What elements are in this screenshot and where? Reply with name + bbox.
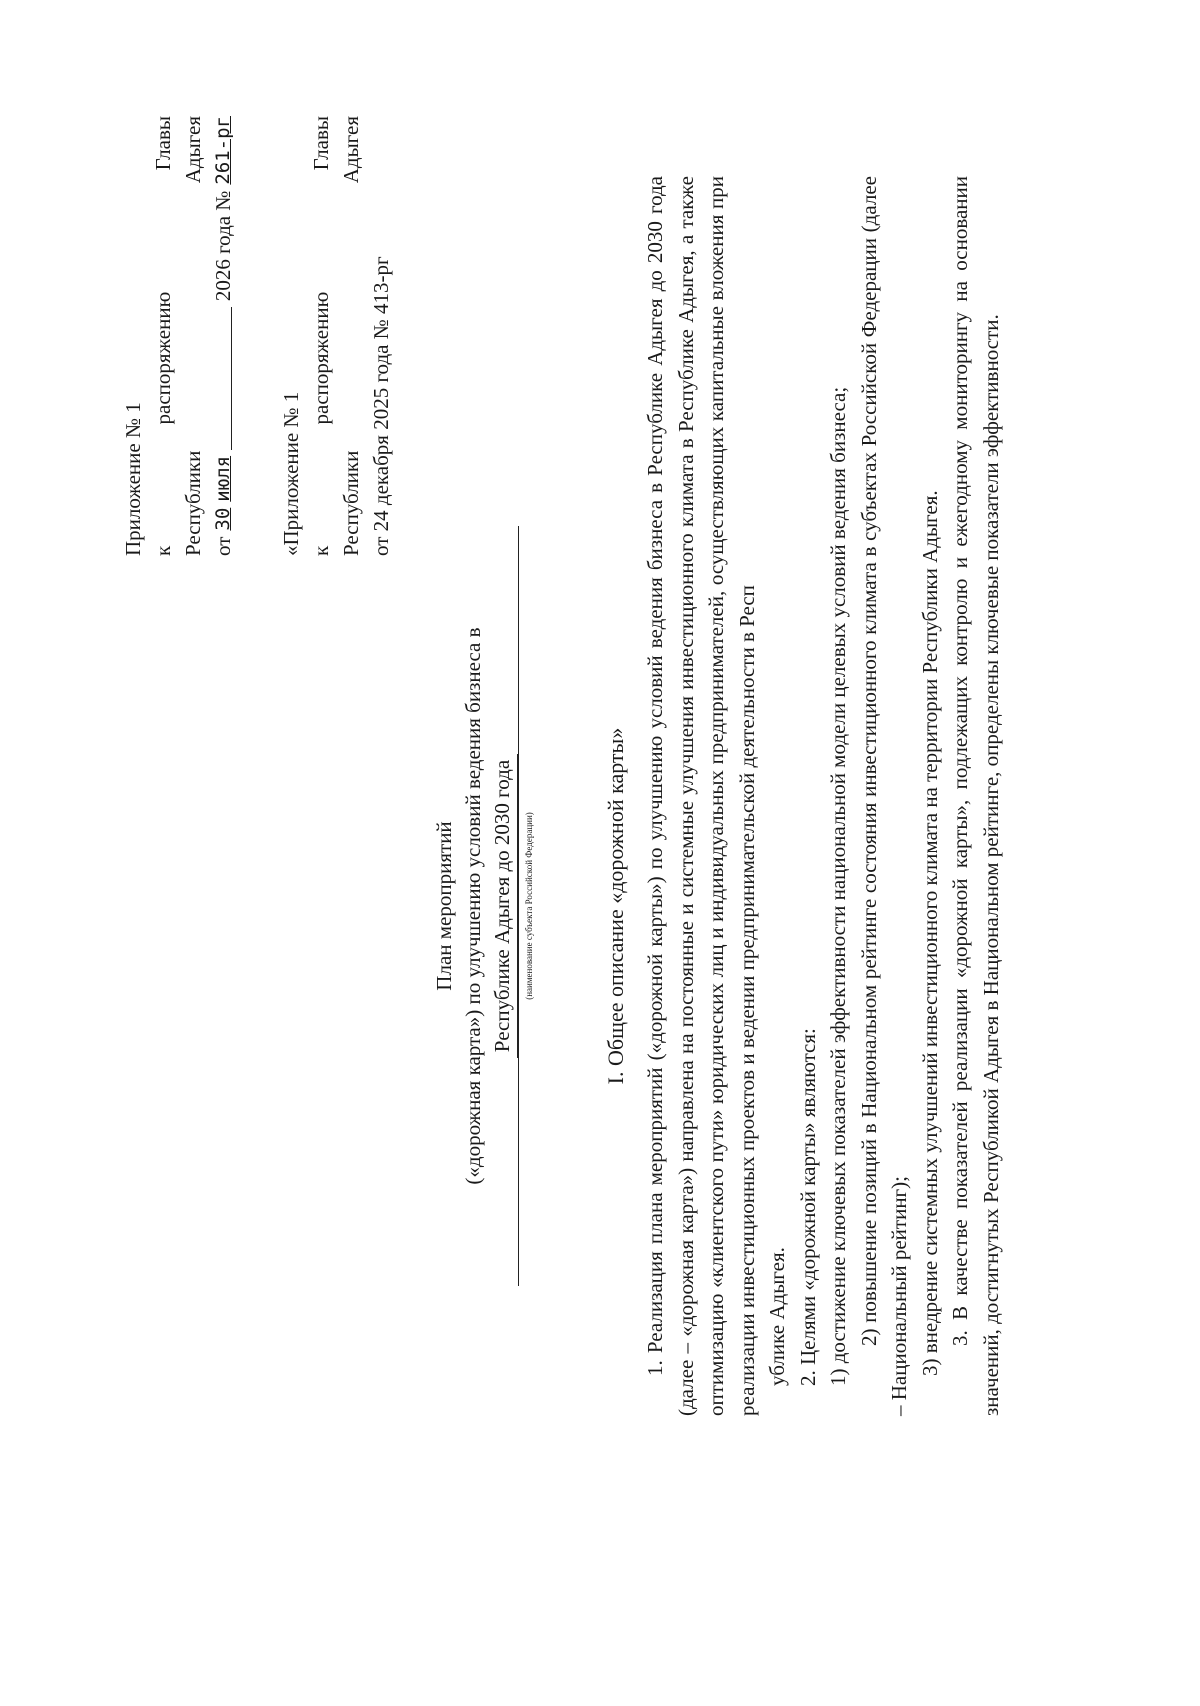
annex-previous-date: от 24 декабря 2025 года № 413-рг bbox=[369, 256, 393, 556]
paragraph-3: 1) достижение ключевых показателей эффективности национальной модели целевых условий ведения бизнеса; bbox=[826, 386, 850, 1386]
annex-previous-adygea: Адыгея bbox=[339, 116, 363, 184]
title-rule bbox=[518, 526, 519, 1286]
annex-current-adygea: Адыгея bbox=[181, 116, 205, 184]
document-body bbox=[640, 176, 1006, 1416]
title-caption: (наименование субъекта Российской Федерации) bbox=[524, 812, 534, 1000]
annex-current-day: 30 bbox=[212, 507, 234, 531]
paragraph-4: 2) повышение позиций в Национальном рейтинге состояния инвестиционного климата в субъектах Российской Федерации (далее – Национальный рейтинг); bbox=[856, 176, 911, 1416]
annex-current-title: Приложение № 1 bbox=[121, 402, 145, 556]
annex-previous bbox=[276, 116, 396, 556]
title-line-1: План мероприятий bbox=[432, 821, 456, 991]
annex-previous-to: к bbox=[309, 545, 333, 556]
annex-current-to: к bbox=[151, 545, 175, 556]
annex-current-from: от bbox=[211, 536, 235, 556]
annex-current-order: распоряжению bbox=[151, 291, 175, 425]
title-line-3: Республике Адыгея до 2030 года bbox=[488, 754, 518, 1058]
paragraph-2: 2. Целями «дорожной карты» являются: bbox=[795, 1028, 820, 1386]
annex-current bbox=[118, 116, 238, 556]
section-heading: I. Общее описание «дорожной карты» bbox=[603, 727, 628, 1085]
paragraph-1-continuation: ублике Адыгея. bbox=[765, 1247, 789, 1386]
annex-current-head: Главы bbox=[151, 116, 175, 171]
paragraph-5: 3) внедрение системных улучшений инвестиционного климата на территории Республики Адыгея. bbox=[917, 490, 942, 1376]
paragraph-1: 1. Реализация плана мероприятий («дорожной карты») по улучшению условий ведения бизнеса в Республике Адыгея до 2030 года (далее – «дорожная карта») направлена на постоянные и системные улучшения инвестиционного климата в Республике Адыгея, а также оптимизацию «клиентского пути» юридических лиц и индивидуальных предпринимателей, осуществляющих капитальные вложения при реализации инвестиционных проектов и ведении предпринимательской деятельности в Респ bbox=[643, 176, 759, 1416]
annex-previous-head: Главы bbox=[309, 116, 333, 171]
annex-current-number: 261-рг bbox=[212, 116, 234, 185]
annex-current-month: июля bbox=[212, 455, 234, 502]
annex-previous-order: распоряжению bbox=[309, 291, 333, 425]
title-line-2: («дорожная карта») по улучшению условий ведения бизнеса в bbox=[461, 627, 485, 1185]
annex-previous-title: «Приложение № 1 bbox=[279, 391, 303, 556]
paragraph-6: 3. В качестве показателей реализации «дорожной карты», подлежащих контролю и ежегодному мониторингу на основании значений, достигнутых Республикой Адыгея в Национальном рейтинге, определены ключевые показатели эффективности. bbox=[948, 176, 1003, 1416]
annex-current-republic: Республики bbox=[181, 450, 205, 556]
document-title bbox=[430, 466, 536, 1346]
annex-current-year: 2026 года № bbox=[211, 190, 235, 302]
annex-previous-republic: Республики bbox=[339, 450, 363, 556]
